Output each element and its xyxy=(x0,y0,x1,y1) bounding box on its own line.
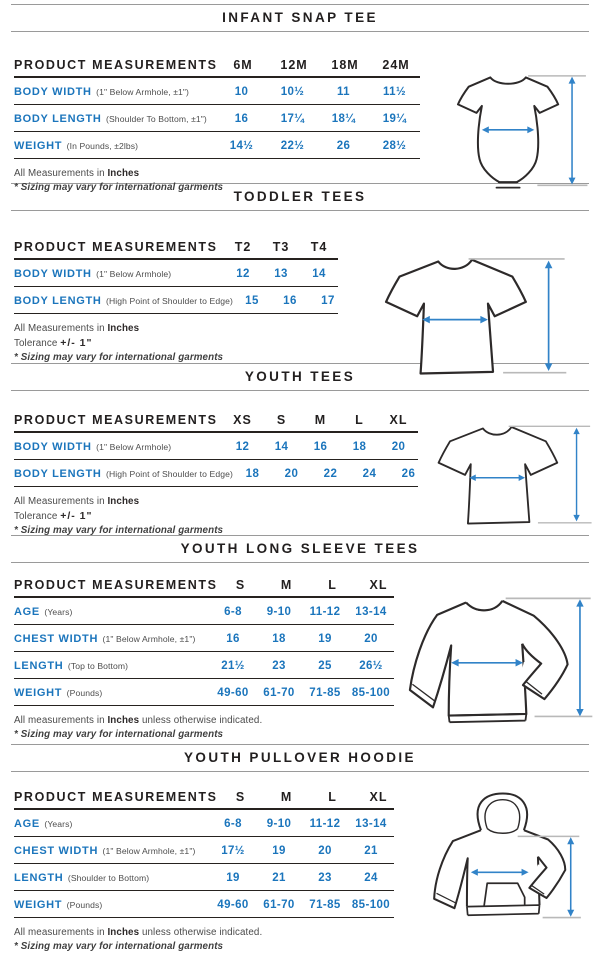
long-sleeve-tee-icon xyxy=(400,586,594,730)
measurement-note: (1" Below Armhole, ±1") xyxy=(96,87,190,97)
size-column-header: 6M xyxy=(233,58,253,72)
measurement-name: AGE xyxy=(14,818,40,830)
units-note xyxy=(14,168,420,179)
section-title: TODDLER TEES xyxy=(233,189,367,204)
measurement-name: BODY LENGTH xyxy=(14,468,102,480)
measurement-value: 22½ xyxy=(280,140,305,152)
measurement-value: 11 xyxy=(337,86,350,98)
sizing-note xyxy=(14,729,394,740)
section-title: YOUTH LONG SLEEVE TEES xyxy=(180,541,420,556)
table-row xyxy=(14,132,420,159)
measurement-value: 16 xyxy=(226,633,240,645)
size-column-header: M xyxy=(314,413,327,427)
footnote-text: Tolerance xyxy=(14,338,61,349)
garment-illustration xyxy=(338,238,600,383)
footnote-text: Inches xyxy=(107,496,140,507)
measurement-value: 13-14 xyxy=(355,606,387,618)
measurement-value: 21½ xyxy=(221,660,245,672)
measurement-note: (Pounds) xyxy=(66,900,103,910)
measurement-value: 12 xyxy=(235,441,250,453)
table-row xyxy=(14,891,394,918)
measurement-value: 26½ xyxy=(359,660,383,672)
row-label xyxy=(14,841,210,859)
section-body xyxy=(0,772,600,955)
measurement-value: 24 xyxy=(364,872,378,884)
table-header-row xyxy=(14,238,338,260)
size-column-header: 18M xyxy=(331,58,359,72)
tee-icon xyxy=(425,417,593,531)
section-body xyxy=(0,211,600,383)
measurement-note: (Pounds) xyxy=(66,688,103,698)
table-row xyxy=(14,78,420,105)
footnote-text: * Sizing may vary for international garments xyxy=(14,182,224,193)
size-column-header: T4 xyxy=(310,240,328,254)
measurement-name: AGE xyxy=(14,606,40,618)
measurement-value: 10 xyxy=(234,86,249,98)
measurement-value: 17¼ xyxy=(280,113,305,125)
section-youth-long-sleeve-tees xyxy=(0,535,600,744)
measurement-note: (Shoulder To Bottom, ±1") xyxy=(106,114,207,124)
measurement-value: 16 xyxy=(234,113,249,125)
infant-bodysuit-icon xyxy=(431,62,589,193)
section-toddler-tees xyxy=(0,183,600,363)
row-label xyxy=(14,895,210,913)
measurement-value: 11-12 xyxy=(309,606,341,618)
measurement-value: 17½ xyxy=(221,845,245,857)
measurement-value: 20 xyxy=(391,441,406,453)
measurement-name: WEIGHT xyxy=(14,899,63,911)
size-column-header: L xyxy=(328,578,337,592)
footnote-text: * Sizing may vary for international garments xyxy=(14,941,224,952)
row-label xyxy=(14,109,216,127)
table-row xyxy=(14,460,418,487)
garment-illustration xyxy=(420,56,600,193)
measurement-value: 13-14 xyxy=(355,818,387,830)
measurement-value: 16 xyxy=(313,441,328,453)
row-label xyxy=(14,602,210,620)
measurement-value: 85-100 xyxy=(351,687,391,699)
units-note xyxy=(14,927,394,938)
row-label xyxy=(14,291,233,309)
row-label xyxy=(14,683,210,701)
footnotes xyxy=(14,715,394,740)
units-note xyxy=(14,496,418,507)
garment-illustration xyxy=(394,576,600,730)
table-header-label: PRODUCT MEASUREMENTS xyxy=(14,240,218,254)
measurement-value: 9-10 xyxy=(266,606,292,618)
measurement-table xyxy=(14,238,338,314)
measurement-value: 85-100 xyxy=(351,899,391,911)
length-arrow-icon xyxy=(567,837,574,917)
table-column xyxy=(14,411,418,539)
measurement-note: (1" Below Armhole) xyxy=(96,269,172,279)
footnote-text: * Sizing may vary for international garments xyxy=(14,729,224,740)
measurement-name: CHEST WIDTH xyxy=(14,633,99,645)
section-youth-tees xyxy=(0,363,600,535)
table-column xyxy=(14,56,420,196)
row-label xyxy=(14,868,210,886)
measurement-name: WEIGHT xyxy=(14,140,63,152)
table-row xyxy=(14,837,394,864)
table-row xyxy=(14,433,418,460)
garment-illustration xyxy=(394,788,600,932)
measurement-table xyxy=(14,411,418,487)
footnotes xyxy=(14,927,394,952)
table-header-row xyxy=(14,788,394,810)
measurement-value: 14 xyxy=(274,441,289,453)
measurement-value: 6-8 xyxy=(224,818,242,830)
table-column xyxy=(14,576,394,743)
measurement-value: 25 xyxy=(318,660,332,672)
footnote-text: All measurements in xyxy=(14,715,108,726)
hoodie-icon xyxy=(424,788,584,932)
measurement-value: 11½ xyxy=(383,86,406,98)
measurement-note: (1" Below Armhole, ±1") xyxy=(102,634,196,644)
table-row xyxy=(14,105,420,132)
table-row xyxy=(14,810,394,837)
footnote-text: Tolerance xyxy=(14,511,61,522)
section-title: YOUTH PULLOVER HOODIE xyxy=(184,750,416,765)
section-body xyxy=(0,32,600,196)
section-header xyxy=(11,744,589,772)
size-column-header: 24M xyxy=(382,58,410,72)
measurement-value: 26 xyxy=(401,468,416,480)
size-column-header: XS xyxy=(233,413,252,427)
footnote-text: Inches xyxy=(107,323,140,334)
measurement-name: LENGTH xyxy=(14,872,64,884)
measurement-value: 71-85 xyxy=(309,899,341,911)
measurement-value: 21 xyxy=(272,872,286,884)
measurement-note: (Top to Bottom) xyxy=(67,661,129,671)
measurement-value: 23 xyxy=(318,872,332,884)
length-arrow-icon xyxy=(576,599,583,716)
size-column-header: S xyxy=(235,790,246,804)
table-header-label: PRODUCT MEASUREMENTS xyxy=(14,58,218,72)
measurement-value: 20 xyxy=(284,468,299,480)
measurement-value: 24 xyxy=(362,468,377,480)
measurement-value: 26 xyxy=(336,140,351,152)
size-column-header: T3 xyxy=(272,240,290,254)
left-arm-and-side xyxy=(434,830,481,908)
table-row xyxy=(14,287,338,314)
footnote-text: All measurements in xyxy=(14,927,108,938)
footnotes xyxy=(14,496,418,536)
measurement-table xyxy=(14,788,394,918)
waistband xyxy=(467,905,540,915)
row-label xyxy=(14,629,210,647)
measurement-value: 18 xyxy=(272,633,286,645)
footnote-text: unless otherwise indicated. xyxy=(139,715,263,726)
measurement-note: (In Pounds, ±2lbs) xyxy=(66,141,139,151)
measurement-note: (High Point of Shoulder to Edge) xyxy=(106,296,233,306)
measurement-value: 49-60 xyxy=(217,899,249,911)
table-row xyxy=(14,652,394,679)
row-label xyxy=(14,814,210,832)
measurement-value: 61-70 xyxy=(263,899,295,911)
measurement-value: 10½ xyxy=(280,86,305,98)
footnote-text: Inches xyxy=(107,168,140,179)
measurement-note: (Shoulder to Bottom) xyxy=(67,873,150,883)
size-column-header: XL xyxy=(369,790,388,804)
measurement-name: BODY WIDTH xyxy=(14,268,92,280)
footnotes xyxy=(14,323,338,363)
tee-outline xyxy=(439,427,558,524)
measurement-value: 22 xyxy=(323,468,338,480)
table-header-row xyxy=(14,411,418,433)
footnote-text: All Measurements in xyxy=(14,323,108,334)
measurement-value: 11-12 xyxy=(309,818,341,830)
measurement-name: BODY WIDTH xyxy=(14,441,92,453)
length-arrow-icon xyxy=(569,77,576,185)
measurement-value: 18 xyxy=(245,468,260,480)
measurement-value: 6-8 xyxy=(224,606,242,618)
measurement-name: WEIGHT xyxy=(14,687,63,699)
tolerance-note xyxy=(14,337,338,349)
measurement-value: 28½ xyxy=(382,140,407,152)
section-header xyxy=(11,4,589,32)
size-column-header: XL xyxy=(369,578,388,592)
sizing-note xyxy=(14,941,394,952)
measurement-note: (1" Below Armhole, ±1") xyxy=(102,846,196,856)
measurement-note: (Years) xyxy=(44,607,73,617)
measurement-table xyxy=(14,576,394,706)
measurement-value: 17 xyxy=(321,295,335,307)
tee-icon xyxy=(370,248,568,383)
section-body xyxy=(0,563,600,743)
measurement-value: 16 xyxy=(283,295,297,307)
sizing-note xyxy=(14,525,418,536)
size-column-header: S xyxy=(235,578,246,592)
table-row xyxy=(14,679,394,706)
table-row xyxy=(14,598,394,625)
footnote-text: +/- 1" xyxy=(60,510,93,522)
measurement-name: BODY LENGTH xyxy=(14,295,102,307)
measurement-table xyxy=(14,56,420,159)
measurement-name: CHEST WIDTH xyxy=(14,845,99,857)
measurement-name: BODY WIDTH xyxy=(14,86,92,98)
footnote-text: All Measurements in xyxy=(14,496,108,507)
width-arrow-icon xyxy=(471,869,529,876)
footnote-text: Inches xyxy=(107,715,140,726)
table-column xyxy=(14,788,394,955)
sizing-note xyxy=(14,352,338,363)
measurement-value: 14 xyxy=(312,268,326,280)
footnote-text: +/- 1" xyxy=(60,337,93,349)
table-header-row xyxy=(14,56,420,78)
measurement-value: 23 xyxy=(272,660,286,672)
section-body xyxy=(0,391,600,539)
measurement-value: 19 xyxy=(318,633,332,645)
size-column-header: L xyxy=(328,790,337,804)
measurement-value: 15 xyxy=(245,295,259,307)
table-header-label: PRODUCT MEASUREMENTS xyxy=(14,413,218,427)
section-infant-snap-tee xyxy=(0,4,600,193)
size-column-header: T2 xyxy=(234,240,252,254)
section-youth-pullover-hoodie xyxy=(0,744,600,952)
units-note xyxy=(14,715,394,726)
row-label xyxy=(14,264,224,282)
section-header xyxy=(11,535,589,563)
measurement-value: 12 xyxy=(236,268,250,280)
size-column-header: L xyxy=(355,413,364,427)
garment-illustration xyxy=(418,411,600,531)
table-row xyxy=(14,864,394,891)
tolerance-note xyxy=(14,510,418,522)
measurement-value: 20 xyxy=(318,845,332,857)
length-arrow-icon xyxy=(573,428,579,522)
size-column-header: M xyxy=(280,578,293,592)
measurement-value: 19 xyxy=(226,872,240,884)
measurement-value: 61-70 xyxy=(263,687,295,699)
measurement-value: 13 xyxy=(274,268,288,280)
table-header-label: PRODUCT MEASUREMENTS xyxy=(14,790,218,804)
kangaroo-pocket xyxy=(484,883,525,906)
measurement-value: 18 xyxy=(352,441,367,453)
measurement-note: (1" Below Armhole) xyxy=(96,442,172,452)
table-row xyxy=(14,625,394,652)
size-column-header: 12M xyxy=(280,58,308,72)
measurement-name: BODY LENGTH xyxy=(14,113,102,125)
tee-outline xyxy=(386,260,526,374)
measurement-value: 19 xyxy=(272,845,286,857)
measurement-value: 49-60 xyxy=(217,687,249,699)
footnote-text: * Sizing may vary for international garments xyxy=(14,525,224,536)
measurement-value: 20 xyxy=(364,633,378,645)
size-column-header: M xyxy=(280,790,293,804)
row-label xyxy=(14,136,216,154)
section-title: YOUTH TEES xyxy=(244,369,356,384)
measurement-value: 18¼ xyxy=(331,113,356,125)
row-label xyxy=(14,82,216,100)
section-title: INFANT SNAP TEE xyxy=(222,10,378,25)
measurement-value: 9-10 xyxy=(266,818,292,830)
measurement-value: 19¼ xyxy=(382,113,407,125)
row-label xyxy=(14,437,223,455)
measurement-value: 71-85 xyxy=(309,687,341,699)
table-row xyxy=(14,260,338,287)
table-column xyxy=(14,238,338,366)
row-label xyxy=(14,656,210,674)
measurement-note: (High Point of Shoulder to Edge) xyxy=(106,469,233,479)
footnote-text: unless otherwise indicated. xyxy=(139,927,263,938)
length-arrow-icon xyxy=(545,261,553,371)
measurement-value: 14½ xyxy=(229,140,254,152)
size-column-header: S xyxy=(276,413,287,427)
snap-closure xyxy=(497,182,520,187)
measurement-value: 21 xyxy=(364,845,378,857)
measurement-name: LENGTH xyxy=(14,660,64,672)
row-label xyxy=(14,464,233,482)
measurement-note: (Years) xyxy=(44,819,73,829)
table-header-label: PRODUCT MEASUREMENTS xyxy=(14,578,218,592)
units-note xyxy=(14,323,338,334)
footnote-text: Inches xyxy=(107,927,140,938)
table-header-row xyxy=(14,576,394,598)
footnote-text: All Measurements in xyxy=(14,168,108,179)
body-outline xyxy=(410,603,526,716)
size-column-header: XL xyxy=(389,413,408,427)
footnote-text: * Sizing may vary for international garments xyxy=(14,352,224,363)
